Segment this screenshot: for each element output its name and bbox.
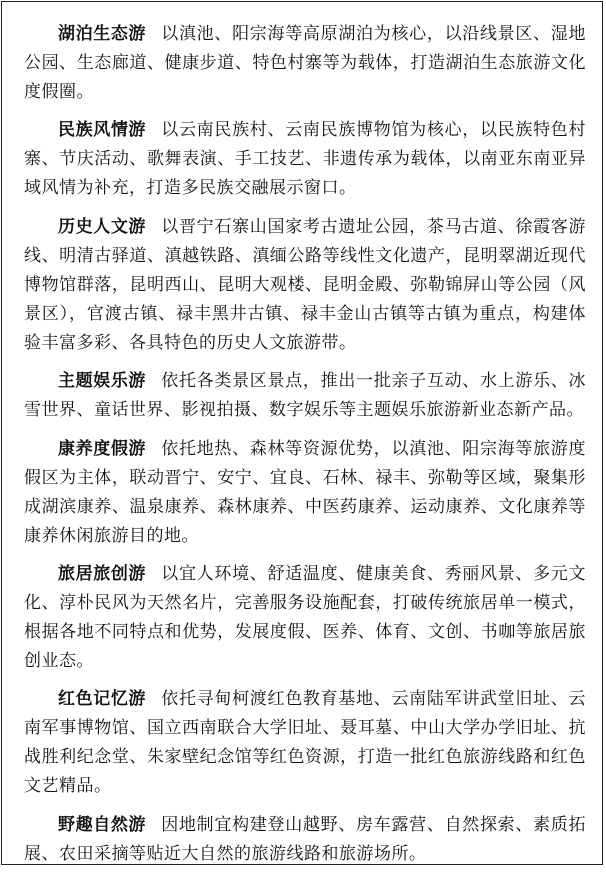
section-text: 以宜人环境、舒适温度、健康美食、秀丽风景、多元文化、淳朴民风为天然名片，完善服务设施配套，打破传统旅居单一模式，根据各地不同特点和优势，发展度假、医养、体育、文创、书咖等旅居旅创业态。 [24, 563, 587, 671]
section-term: 旅居旅创游 [58, 563, 147, 584]
document-frame [1, 1, 603, 865]
section-text: 以滇池、阳宗海等高原湖泊为核心，以沿线景区、湿地公园、生态廊道、健康步道、特色村寨等为载体，打造湖泊生态旅游文化度假圈。 [24, 24, 587, 102]
section-ethnic-culture [24, 116, 586, 203]
section-text: 依托寻甸柯渡红色教育基地、云南陆军讲武堂旧址、云南军事博物馆、国立西南联合大学旧址、聂耳墓、中山大学办学旧址、抗战胜利纪念堂、朱家壁纪念馆等红色资源，打造一批红色旅游线路和红色文艺精品。 [24, 689, 587, 797]
section-text: 以晋宁石寨山国家考古遗址公园，茶马古道、徐霞客游线、明清古驿道、滇越铁路、滇缅公路等线性文化遗产，昆明翠湖近现代博物馆群落，昆明西山、昆明大观楼、昆明金殿、弥勒锦屏山等公园（风景区），官渡古镇、禄丰黑井古镇、禄丰金山古镇等古镇为重点，构建体验丰富多彩、各具特色的历史人文旅游带。 [24, 216, 587, 353]
section-text: 依托各类景区景点，推出一批亲子互动、水上游乐、冰雪世界、童话世界、影视拍摄、数字娱乐等主题娱乐旅游新业态新产品。 [24, 371, 587, 421]
section-red-memory [24, 685, 586, 801]
section-text: 依托地热、森林等资源优势，以滇池、阳宗海等旅游度假区为主体，联动晋宁、安宁、宜良、石林、禄丰、弥勒等区域，聚集形成湖滨康养、温泉康养、森林康养、中医药康养、运动康养、文化康养等康养休闲旅游目的地。 [24, 438, 587, 546]
section-history-culture [24, 213, 586, 358]
section-wellness-resort [24, 435, 586, 551]
section-term: 红色记忆游 [58, 689, 147, 710]
section-term: 野趣自然游 [58, 814, 147, 835]
section-wild-nature [24, 811, 586, 869]
section-term: 民族风情游 [58, 120, 147, 141]
section-sojourn-creative [24, 560, 586, 676]
section-term: 康养度假游 [58, 438, 147, 459]
section-theme-entertainment [24, 367, 586, 425]
section-term: 历史人文游 [58, 216, 147, 237]
section-text: 因地制宜构建登山越野、房车露营、自然探索、素质拓展、农田采摘等贴近大自然的旅游线路和旅游场所。 [24, 814, 587, 864]
section-term: 湖泊生态游 [58, 24, 147, 44]
document-body [24, 20, 586, 878]
section-term: 主题娱乐游 [58, 371, 147, 392]
section-text: 以云南民族村、云南民族博物馆为核心，以民族特色村寨、节庆活动、歌舞表演、手工技艺、非遗传承为载体，以南亚东南亚异域风情为补充，打造多民族交融展示窗口。 [24, 120, 587, 199]
section-lake-ecology [24, 20, 586, 107]
